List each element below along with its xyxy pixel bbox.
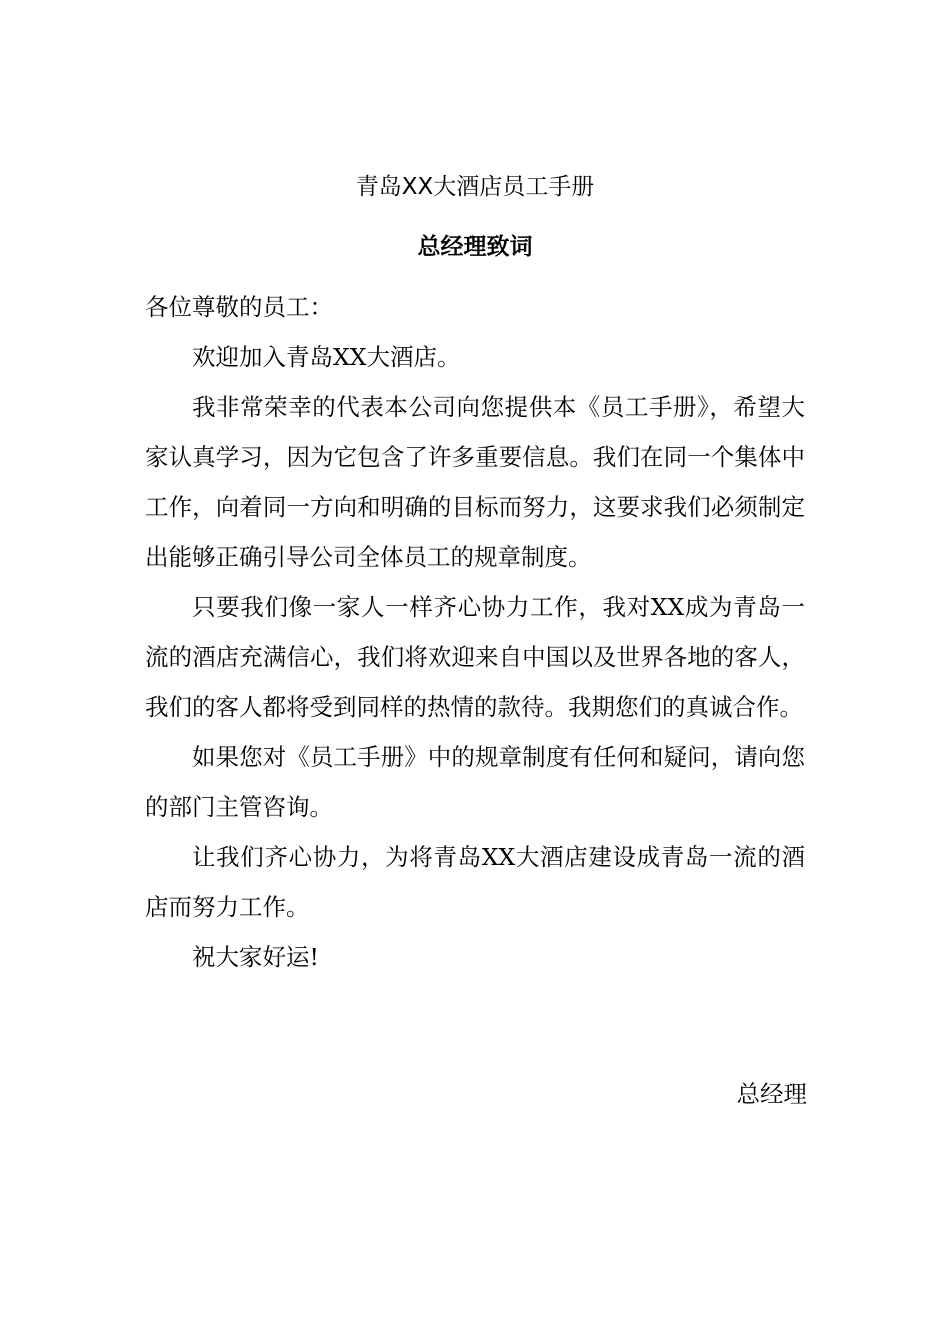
salutation: 各位尊敬的员工： (145, 293, 333, 321)
signature: 总经理 (736, 1080, 807, 1108)
paragraph-closing: 祝大家好运! (192, 943, 319, 971)
paragraph-teamwork: 只要我们像一家人一样齐心协力工作，我对XX成为青岛一流的酒店充满信心，我们将欢迎来自中国以及世界各地的客人，我们的客人都将受到同样的热情的款待。我期您们的真诚合作。 (145, 593, 805, 721)
paragraph-questions: 如果您对《员工手册》中的规章制度有任何和疑问，请向您的部门主管咨询。 (145, 743, 805, 821)
paragraph-goal: 让我们齐心协力，为将青岛XX大酒店建设成青岛一流的酒店而努力工作。 (145, 843, 805, 921)
document-subtitle: 总经理致词 (417, 234, 533, 260)
paragraph-handbook-intro: 我非常荣幸的代表本公司向您提供本《员工手册》，希望大家认真学习，因为它包含了许多重要信息。我们在同一个集体中工作，向着同一方向和明确的目标而努力，这要求我们必须制定出能够正确引导公司全体员工的规章制度。 (145, 393, 805, 571)
paragraph-welcome: 欢迎加入青岛XX大酒店。 (192, 343, 461, 371)
letter-body (145, 282, 805, 982)
document-title: 青岛XX大酒店员工手册 (355, 174, 595, 200)
